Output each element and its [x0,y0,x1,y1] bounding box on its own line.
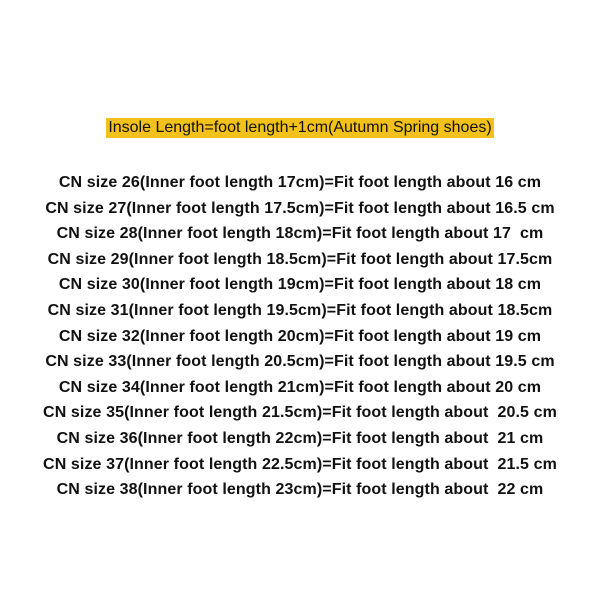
size-list [0,170,600,503]
size-row-34: CN size 34(Inner foot length 21cm)=Fit foot length about 20 cm [58,378,542,396]
size-row-30: CN size 30(Inner foot length 19cm)=Fit foot length about 18 cm [58,276,542,294]
size-row-26: CN size 26(Inner foot length 17cm)=Fit foot length about 16 cm [58,174,542,191]
size-row-36: CN size 36(Inner foot length 22cm)=Fit foot length about 21 cm [56,429,544,447]
size-row-29: CN size 29(Inner foot length 18.5cm)=Fit foot length about 17.5cm [47,250,553,268]
size-row-38: CN size 38(Inner foot length 23cm)=Fit foot length about 22 cm [56,481,544,499]
size-row-35: CN size 35(Inner foot length 21.5cm)=Fit foot length about 20.5 cm [43,404,557,422]
size-row-33: CN size 33(Inner foot length 20.5cm)=Fit foot length about 19.5 cm [45,353,555,371]
size-row-32: CN size 32(Inner foot length 20cm)=Fit foot length about 19 cm [58,327,542,345]
page-title: Insole Length=foot length+1cm(Autumn Spring shoes) [108,119,492,136]
title-container [0,118,600,138]
size-row-27: CN size 27(Inner foot length 17.5cm)=Fit foot length about 16.5 cm [45,199,555,217]
size-row-31: CN size 31(Inner foot length 19.5cm)=Fit foot length about 18.5cm [47,301,553,319]
size-row-28: CN size 28(Inner foot length 18cm)=Fit foot length about 17 cm [56,225,544,243]
size-row-37: CN size 37(Inner foot length 22.5cm)=Fit foot length about 21.5 cm [43,455,557,473]
